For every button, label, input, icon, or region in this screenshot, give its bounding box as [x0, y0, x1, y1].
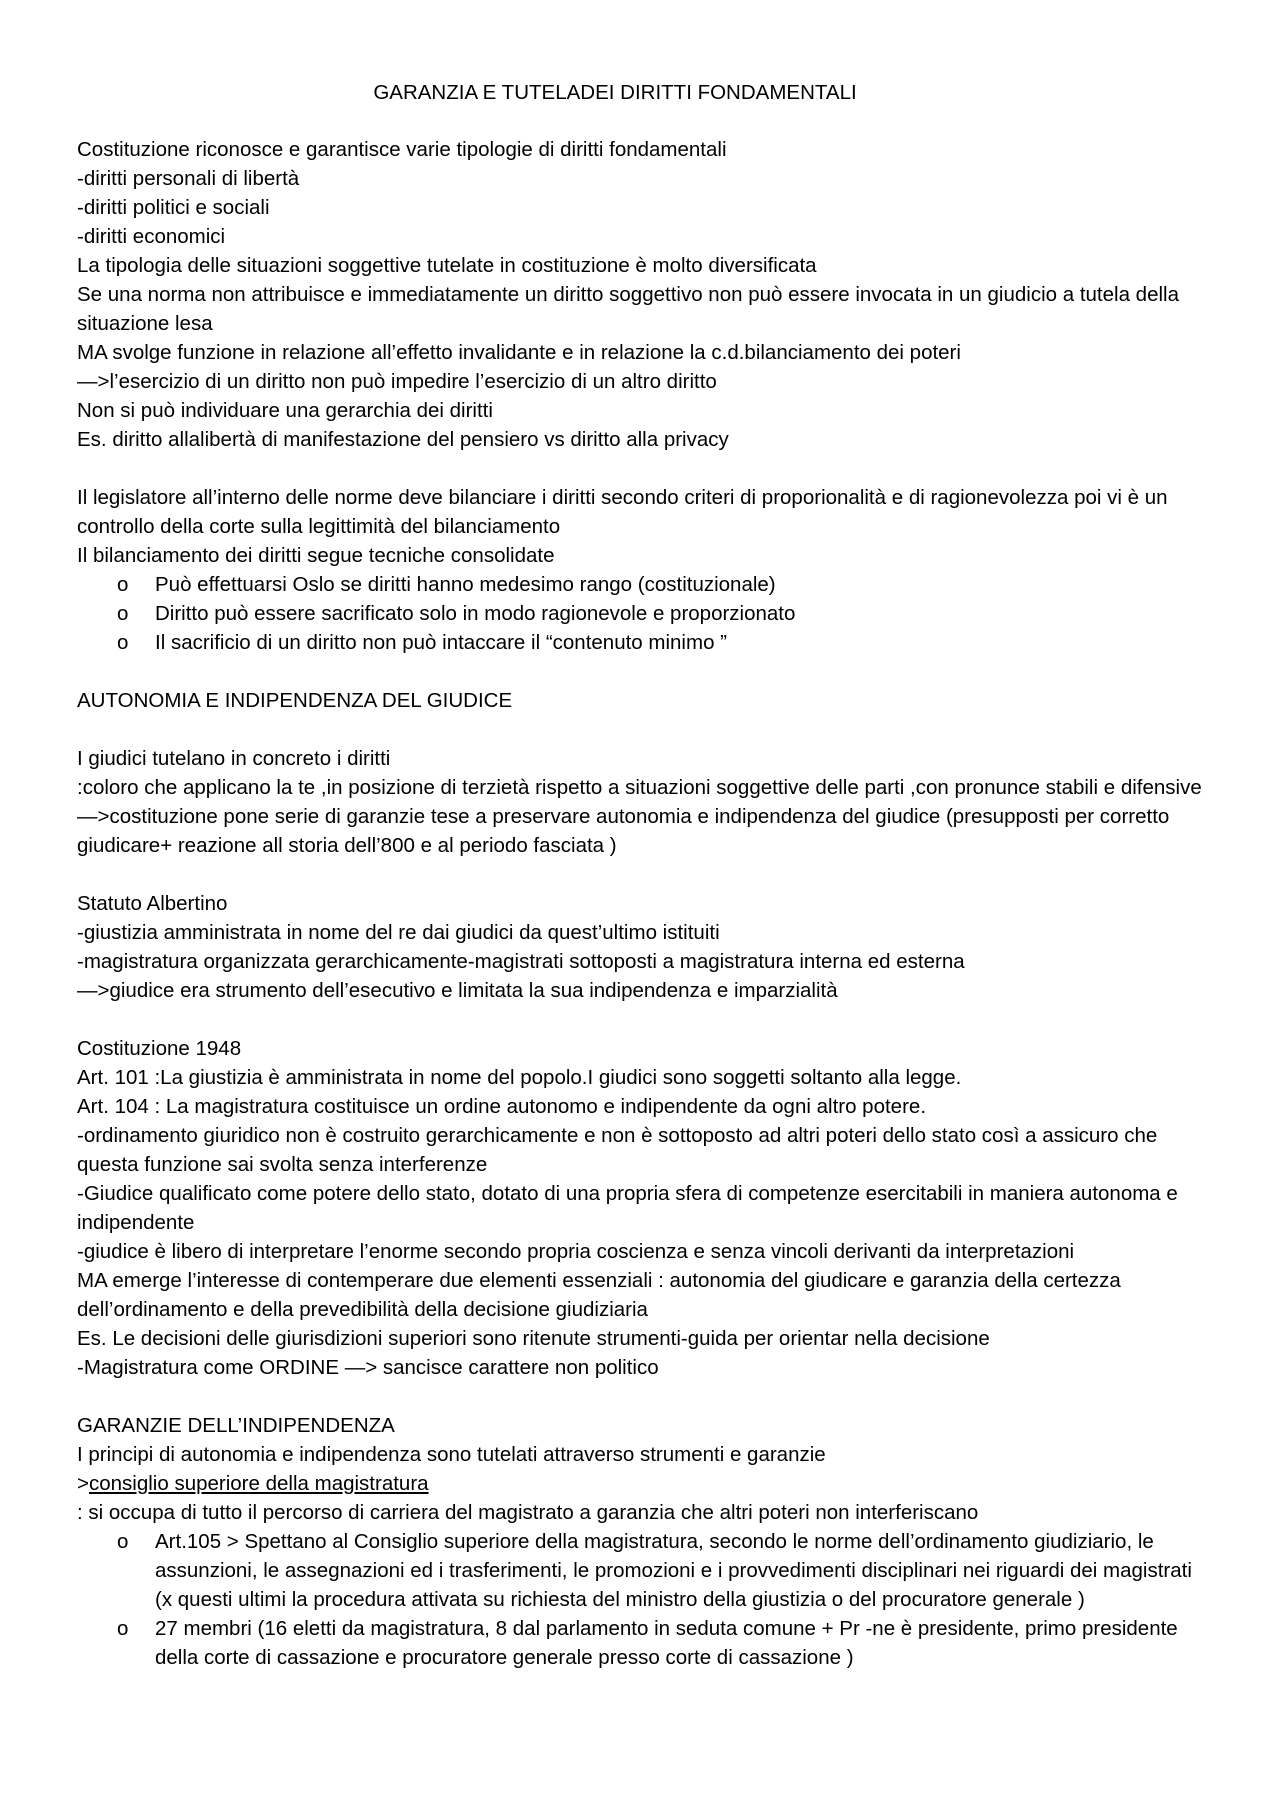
paragraph-line: -diritti personali di libertà — [77, 167, 300, 190]
paragraph-line: Se una norma non attribuisce e immediatamente un diritto soggettivo non può essere invocata in un giudicio a tutela della situazione lesa — [77, 283, 1179, 335]
section-heading: Statuto Albertino — [77, 892, 228, 915]
bullet-marker: o — [117, 1617, 129, 1640]
bullet-marker: o — [117, 573, 129, 596]
paragraph-line: MA emerge l’interesse di contemperare due elementi essenziali : autonomia del giudicare e garanzia della certezza dell’ordinamento e della prevedibilità della decisione giudiziaria — [77, 1269, 1121, 1321]
paragraph-line: -diritti economici — [77, 225, 226, 248]
paragraph-line: La tipologia delle situazioni soggettive tutelate in costituzione è molto diversificata — [77, 254, 817, 277]
section-statuto-albertino — [77, 889, 1207, 1005]
paragraph-line: I giudici tutelano in concreto i diritti — [77, 747, 391, 770]
section-heading: GARANZIE DELL’INDIPENDENZA — [77, 1414, 395, 1437]
paragraph-line — [77, 1469, 1207, 1498]
blank-line — [77, 1382, 1207, 1411]
list-item-text: Art.105 > Spettano al Consiglio superiore della magistratura, secondo le norme dell’ordinamento giudiziario, le assunzioni, le assegnazioni ed i trasferimenti, le promozioni e i provvedimenti disciplinari nei riguardi dei magistrati (x questi ultimi la procedura attivata su richiesta del ministro della giustizia o del procuratore generale ) — [155, 1530, 1192, 1611]
list-item-text: Il sacrificio di un diritto non può intaccare il “contenuto minimo ” — [155, 631, 727, 654]
section-heading: AUTONOMIA E INDIPENDENZA DEL GIUDICE — [77, 689, 513, 712]
section-heading: Costituzione 1948 — [77, 1037, 242, 1060]
section-independence-guarantees — [77, 1411, 1207, 1672]
list-item-text: Può effettuarsi Oslo se diritti hanno medesimo rango (costituzionale) — [155, 573, 776, 596]
paragraph-line: Costituzione riconosce e garantisce varie tipologie di diritti fondamentali — [77, 138, 727, 161]
blank-line — [77, 454, 1207, 483]
paragraph-line: Non si può individuare una gerarchia dei diritti — [77, 399, 493, 422]
paragraph-line: -Magistratura come ORDINE —> sancisce carattere non politico — [77, 1356, 659, 1379]
csm-link: consiglio superiore della magistratura — [88, 1472, 429, 1495]
paragraph-line: I principi di autonomia e indipendenza sono tutelati attraverso strumenti e garanzie — [77, 1443, 826, 1466]
paragraph-line: —>giudice era strumento dell’esecutivo e limitata la sua indipendenza e imparzialità — [77, 979, 838, 1002]
list-item-text: Diritto può essere sacrificato solo in modo ragionevole e proporzionato — [155, 602, 796, 625]
blank-line — [77, 1005, 1207, 1034]
paragraph-line: -diritti politici e sociali — [77, 196, 270, 219]
list-item — [77, 599, 1207, 628]
list-item — [77, 570, 1207, 599]
paragraph-line: -Giudice qualificato come potere dello stato, dotato di una propria sfera di competenze esercitabili in maniera autonoma e indipendente — [77, 1182, 1178, 1234]
csm-prefix: > — [77, 1472, 89, 1495]
section-fundamental-rights — [77, 135, 1207, 454]
blank-line — [77, 657, 1207, 686]
list-item — [77, 628, 1207, 657]
paragraph-line: Art. 101 :La giustizia è amministrata in nome del popolo.I giudici sono soggetti soltanto alla legge. — [77, 1066, 962, 1089]
paragraph-line: -magistratura organizzata gerarchicamente-magistrati sottoposti a magistratura interna ed esterna — [77, 950, 965, 973]
bullet-list — [77, 570, 1207, 657]
paragraph-line: -ordinamento giuridico non è costruito gerarchicamente e non è sottoposto ad altri poteri dello stato così a assicuro che questa funzione sai svolta senza interferenze — [77, 1124, 1158, 1176]
document-title: GARANZIA E TUTELADEI DIRITTI FONDAMENTALI — [373, 81, 857, 104]
section-balancing — [77, 483, 1207, 657]
paragraph-line: MA svolge funzione in relazione all’effetto invalidante e in relazione la c.d.bilanciamento dei poteri — [77, 341, 961, 364]
blank-line — [77, 860, 1207, 889]
list-item — [77, 1527, 1207, 1614]
bullet-marker: o — [117, 1530, 129, 1553]
paragraph-line: Il legislatore all’interno delle norme deve bilanciare i diritti secondo criteri di proporionalità e di ragionevolezza poi vi è un controllo della corte sulla legittimità del bilanciamento — [77, 486, 1168, 538]
paragraph-line: Es. Le decisioni delle giurisdizioni superiori sono ritenute strumenti-guida per orientar nella decisione — [77, 1327, 990, 1350]
paragraph-line: : si occupa di tutto il percorso di carriera del magistrato a garanzia che altri poteri non interferiscano — [77, 1501, 979, 1524]
section-judge-autonomy — [77, 686, 1207, 860]
paragraph-line: Art. 104 : La magistratura costituisce un ordine autonomo e indipendente da ogni altro potere. — [77, 1095, 927, 1118]
paragraph-line: :coloro che applicano la te ,in posizione di terzietà rispetto a situazioni soggettive delle parti ,con pronunce stabili e difensive — [77, 776, 1202, 799]
list-item-text: 27 membri (16 eletti da magistratura, 8 dal parlamento in seduta comune + Pr -ne è presidente, primo presidente della corte di cassazione e procuratore generale presso corte di cassazione ) — [155, 1617, 1178, 1669]
section-costituzione-1948 — [77, 1034, 1207, 1382]
bullet-marker: o — [117, 631, 129, 654]
paragraph-line: Il bilanciamento dei diritti segue tecniche consolidate — [77, 544, 555, 567]
paragraph-line: Es. diritto allalibertà di manifestazione del pensiero vs diritto alla privacy — [77, 428, 729, 451]
list-item — [77, 1614, 1207, 1672]
bullet-list — [77, 1527, 1207, 1672]
paragraph-line: -giustizia amministrata in nome del re dai giudici da quest’ultimo istituiti — [77, 921, 720, 944]
document-body — [77, 135, 1207, 1672]
blank-line — [77, 715, 1207, 744]
paragraph-line: —>costituzione pone serie di garanzie tese a preservare autonomia e indipendenza del giudice (presupposti per corretto giudicare+ reazione all storia dell’800 e al periodo fasciata ) — [77, 805, 1170, 857]
bullet-marker: o — [117, 602, 129, 625]
paragraph-line: —>l’esercizio di un diritto non può impedire l’esercizio di un altro diritto — [77, 370, 717, 393]
paragraph-line: -giudice è libero di interpretare l’enorme secondo propria coscienza e senza vincoli derivanti da interpretazioni — [77, 1240, 1075, 1263]
